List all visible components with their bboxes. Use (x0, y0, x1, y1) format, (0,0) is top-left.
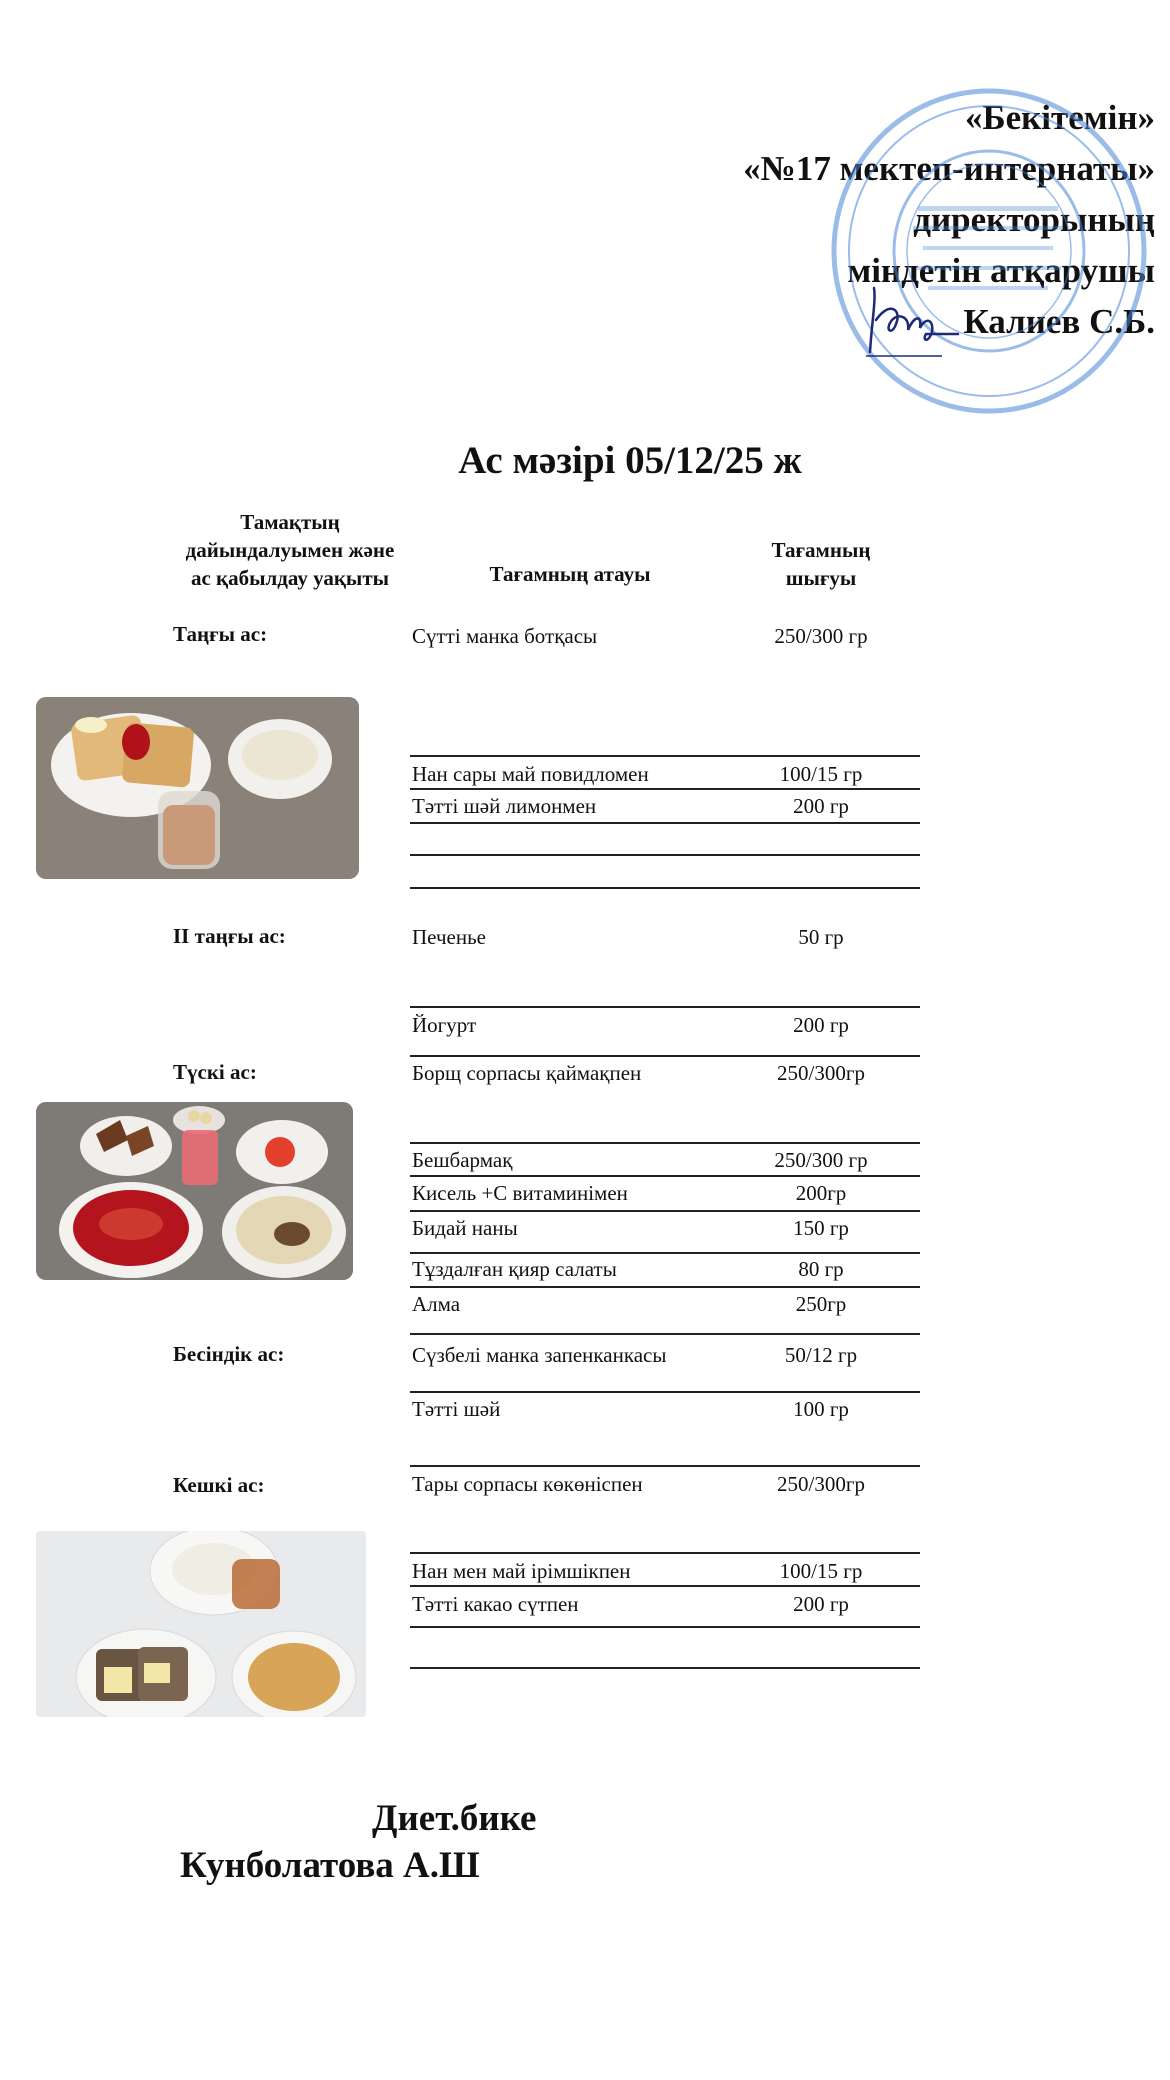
approval-line: «№17 мектеп-интернаты» (743, 149, 1155, 188)
dish-amount: 250/300гр (777, 1061, 865, 1085)
meal-label-dinner: Кешкі ас: (173, 1473, 265, 1497)
dish-name: Печенье (412, 925, 486, 949)
dish-name: Бидай наны (412, 1216, 518, 1240)
meal-label-lunch: Түскі ас: (173, 1060, 257, 1084)
row-divider (410, 788, 920, 790)
row-divider (410, 1552, 920, 1554)
header-yield-line: шығуы (785, 566, 857, 590)
dish-name: Нан мен май ірімшікпен (412, 1559, 631, 1583)
dish-amount: 250/300 гр (774, 624, 868, 648)
header-time-line: дайындалуымен және (185, 538, 395, 562)
header-yield (740, 536, 902, 592)
dish-name: Алма (412, 1292, 461, 1316)
row-divider (410, 1055, 920, 1057)
row-divider (410, 1286, 920, 1288)
row-divider (410, 1465, 920, 1467)
dish-amount: 50/12 гр (784, 1343, 858, 1367)
dish-name: Тәтті шәй лимонмен (412, 794, 597, 818)
header-yield-line: Тағамның (771, 538, 871, 562)
row-divider (410, 887, 920, 889)
header-dish: Тағамның атауы (489, 562, 651, 586)
dish-amount: 150 гр (793, 1216, 849, 1240)
dish-amount: 50 гр (798, 925, 844, 949)
row-divider (410, 1667, 920, 1669)
signature-icon (862, 280, 972, 360)
dish-amount: 80 гр (798, 1257, 844, 1281)
dish-amount: 200 гр (793, 1013, 849, 1037)
row-divider (410, 1210, 920, 1212)
approval-line: міндетін атқарушы (847, 251, 1155, 290)
dish-amount: 200 гр (793, 794, 849, 818)
dish-amount: 200гр (795, 1181, 847, 1205)
row-divider (410, 1585, 920, 1587)
row-divider (410, 1006, 920, 1008)
row-divider (410, 854, 920, 856)
dish-name: Сүзбелі манка запенканкасы (412, 1343, 667, 1367)
dinner-photo (36, 1531, 366, 1717)
dish-name: Тәтті какао сүтпен (412, 1592, 579, 1616)
dish-amount: 100 гр (793, 1397, 849, 1421)
header-time (160, 508, 420, 592)
breakfast-photo (36, 697, 359, 879)
row-divider (410, 755, 920, 757)
stamp-icon (828, 86, 1150, 416)
row-divider (410, 1391, 920, 1393)
dish-name: Йогурт (412, 1013, 477, 1037)
row-divider (410, 1252, 920, 1254)
dish-amount: 250гр (795, 1292, 847, 1316)
meal-label-second-breakfast: ІІ таңғы ас: (173, 924, 286, 948)
row-divider (410, 1333, 920, 1335)
header-time-line: ас қабылдау уақыты (190, 566, 390, 590)
header-time-line: Тамақтың (240, 510, 340, 534)
row-divider (410, 1175, 920, 1177)
footer-role: Диет.бике (372, 1798, 537, 1839)
dish-name: Тары сорпасы көкөніспен (412, 1472, 643, 1496)
dish-amount: 250/300 гр (774, 1148, 868, 1172)
meal-label-breakfast: Таңғы ас: (173, 622, 268, 646)
dish-amount: 100/15 гр (779, 1559, 863, 1583)
dish-amount: 100/15 гр (779, 762, 863, 786)
dish-amount: 200 гр (793, 1592, 849, 1616)
dish-name: Тұздалған қияр салаты (412, 1257, 617, 1281)
row-divider (410, 1142, 920, 1144)
dish-name: Тәтті шәй (412, 1397, 501, 1421)
dish-name: Сүтті манка ботқасы (412, 624, 598, 648)
row-divider (410, 822, 920, 824)
approval-line: Калиев С.Б. (963, 302, 1155, 341)
dish-name: Бешбармақ (412, 1148, 513, 1172)
dish-name: Кисель +С витаминімен (412, 1181, 628, 1205)
dish-name: Борщ сорпасы қаймақпен (412, 1061, 642, 1085)
footer-name: Кунболатова А.Ш (180, 1845, 480, 1886)
row-divider (410, 1626, 920, 1628)
page-title: Ас мәзірі 05/12/25 ж (458, 439, 802, 482)
dish-amount: 250/300гр (777, 1472, 865, 1496)
dish-name: Нан сары май повидломен (412, 762, 649, 786)
approval-line: «Бекітемін» (964, 98, 1155, 137)
approval-line: директорының (913, 200, 1155, 239)
lunch-photo (36, 1102, 353, 1280)
meal-label-snack: Бесіндік ас: (173, 1342, 285, 1366)
